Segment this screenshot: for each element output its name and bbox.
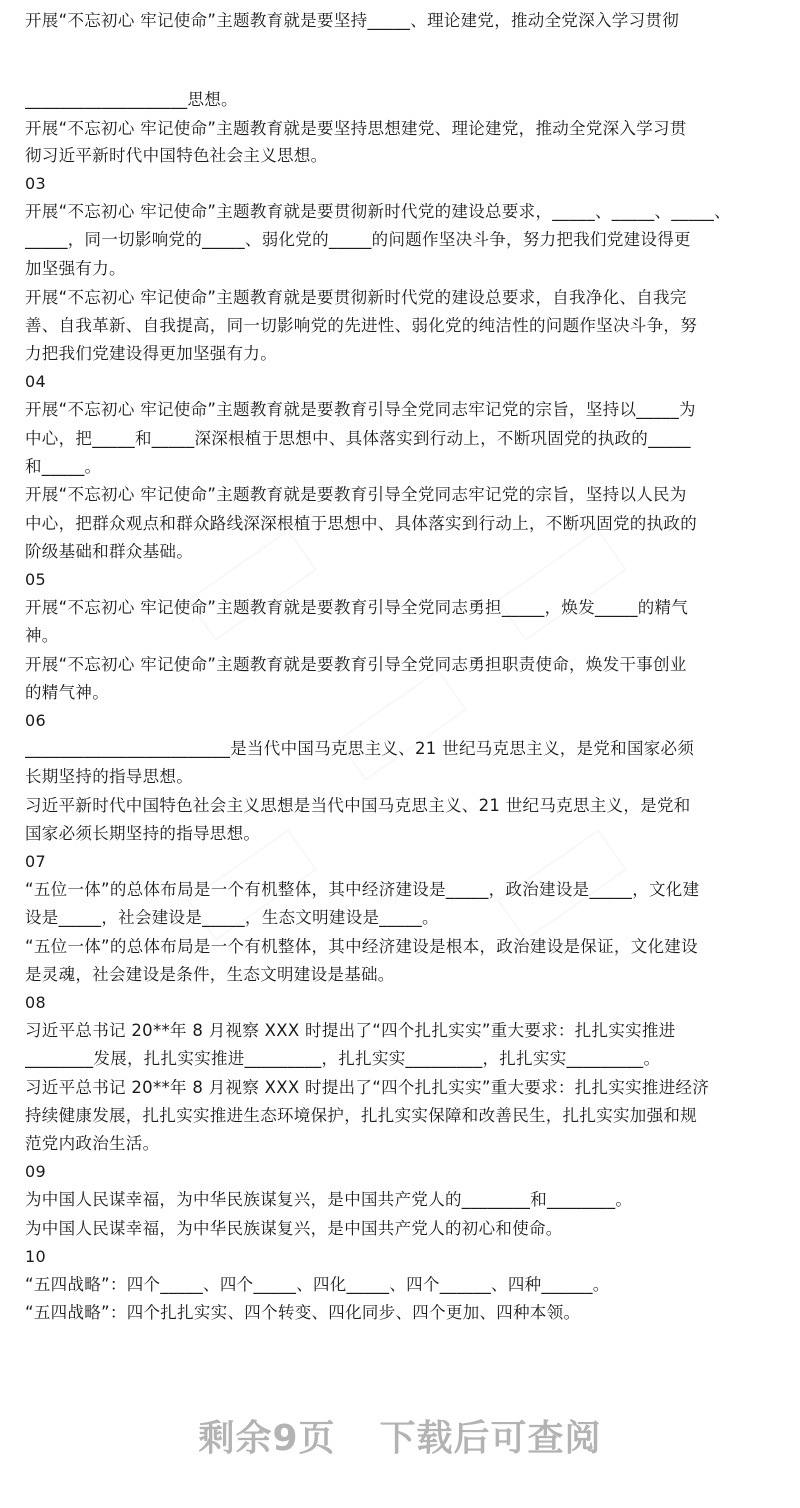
text-line: 习近平总书记 20**年 8 月视察 XXX 时提出了“四个扎扎实实”重大要求：扎扎实实推进 xyxy=(25,1021,676,1040)
section-number: 04 xyxy=(25,372,46,391)
section-number: 03 xyxy=(25,174,46,193)
text-line: 阶级基础和群众基础。 xyxy=(25,542,193,561)
text-line: 中心，把_____和_____深深根植于思想中、具体落实到行动上，不断巩固党的执政的_____ xyxy=(25,429,691,448)
text-line: 开展“不忘初心 牢记使命”主题教育就是要贯彻新时代党的建设总要求，自我净化、自我完 xyxy=(25,288,687,307)
section-number: 07 xyxy=(25,852,46,871)
text-line: 开展“不忘初心 牢记使命”主题教育就是要教育引导全党同志牢记党的宗旨，坚持以_____为 xyxy=(25,400,696,419)
section-number: 10 xyxy=(25,1247,46,1266)
text-line: 为中国人民谋幸福，为中华民族谋复兴，是中国共产党人的________和________。 xyxy=(25,1190,633,1209)
download-prompt-label: 下载后可查阅 xyxy=(379,1418,602,1459)
text-line: 范党内政治生活。 xyxy=(25,1134,160,1153)
text-line: 为中国人民谋幸福，为中华民族谋复兴，是中国共产党人的初心和使命。 xyxy=(25,1219,563,1238)
section-number: 08 xyxy=(25,993,46,1012)
text-line: 国家必须长期坚持的指导思想。 xyxy=(25,824,261,843)
text-line: ___________________思想。 xyxy=(25,90,238,109)
text-line: 开展“不忘初心 牢记使命”主题教育就是要坚持_____、理论建党，推动全党深入学习贯彻 xyxy=(25,11,679,30)
text-line: 是灵魂，社会建设是条件，生态文明建设是基础。 xyxy=(25,965,395,984)
text-line: “五四战略”：四个_____、四个_____、四化_____、四个______、四种______。 xyxy=(25,1275,610,1294)
text-line: “五四战略”：四个扎扎实实、四个转变、四化同步、四个更加、四种本领。 xyxy=(25,1303,581,1322)
download-banner[interactable] xyxy=(0,1410,800,1460)
text-line: “五位一体”的总体布局是一个有机整体，其中经济建设是根本，政治建设是保证，文化建设 xyxy=(25,937,698,956)
section-number: 06 xyxy=(25,711,46,730)
text-line: 设是_____，社会建设是_____，生态文明建设是_____。 xyxy=(25,908,439,927)
text-line: 习近平新时代中国特色社会主义思想是当代中国马克思主义、21 世纪马克思主义，是党和 xyxy=(25,796,691,815)
text-line: 开展“不忘初心 牢记使命”主题教育就是要教育引导全党同志牢记党的宗旨，坚持以人民为 xyxy=(25,485,687,504)
text-line: 持续健康发展，扎扎实实推进生态环境保护，扎扎实实保障和改善民生，扎扎实实加强和规 xyxy=(25,1106,697,1125)
text-line: _____，同一切影响党的_____、弱化党的_____的问题作坚决斗争，努力把我们党建设得更 xyxy=(25,230,691,249)
section-number: 05 xyxy=(25,570,46,589)
text-line: 和_____。 xyxy=(25,457,102,476)
text-line: “五位一体”的总体布局是一个有机整体，其中经济建设是_____，政治建设是_____，文化建 xyxy=(25,880,700,899)
text-line: 神。 xyxy=(25,626,59,645)
text-line: 开展“不忘初心 牢记使命”主题教育就是要教育引导全党同志勇担职责使命，焕发干事创业 xyxy=(25,655,687,674)
remaining-pages-label: 剩余9页 xyxy=(198,1418,336,1459)
text-line: 开展“不忘初心 牢记使命”主题教育就是要坚持思想建党、理论建党，推动全党深入学习贯 xyxy=(25,119,687,138)
text-line: 加坚强有力。 xyxy=(25,259,126,278)
text-line: ________发展，扎扎实实推进_________，扎扎实实_________，扎扎实实_________。 xyxy=(25,1049,661,1068)
section-number: 09 xyxy=(25,1162,46,1181)
text-line: 善、自我革新、自我提高，同一切影响党的先进性、弱化党的纯洁性的问题作坚决斗争，努 xyxy=(25,316,697,335)
text-line: 的精气神。 xyxy=(25,683,109,702)
text-line: 力把我们党建设得更加坚强有力。 xyxy=(25,344,277,363)
text-line: 开展“不忘初心 牢记使命”主题教育就是要教育引导全党同志勇担_____，焕发_____的精气 xyxy=(25,598,689,617)
text-line: 开展“不忘初心 牢记使命”主题教育就是要贯彻新时代党的建设总要求，_____、_____、_____、 xyxy=(25,202,731,221)
text-line: 习近平总书记 20**年 8 月视察 XXX 时提出了“四个扎扎实实”重大要求：扎扎实实推进经济 xyxy=(25,1078,710,1097)
text-line: 中心，把群众观点和群众路线深深根植于思想中、具体落实到行动上，不断巩固党的执政的 xyxy=(25,514,697,533)
text-line: ________________________是当代中国马克思主义、21 世纪马克思主义，是党和国家必须 xyxy=(25,739,695,758)
text-line: 长期坚持的指导思想。 xyxy=(25,767,193,786)
text-line: 彻习近平新时代中国特色社会主义思想。 xyxy=(25,146,328,165)
